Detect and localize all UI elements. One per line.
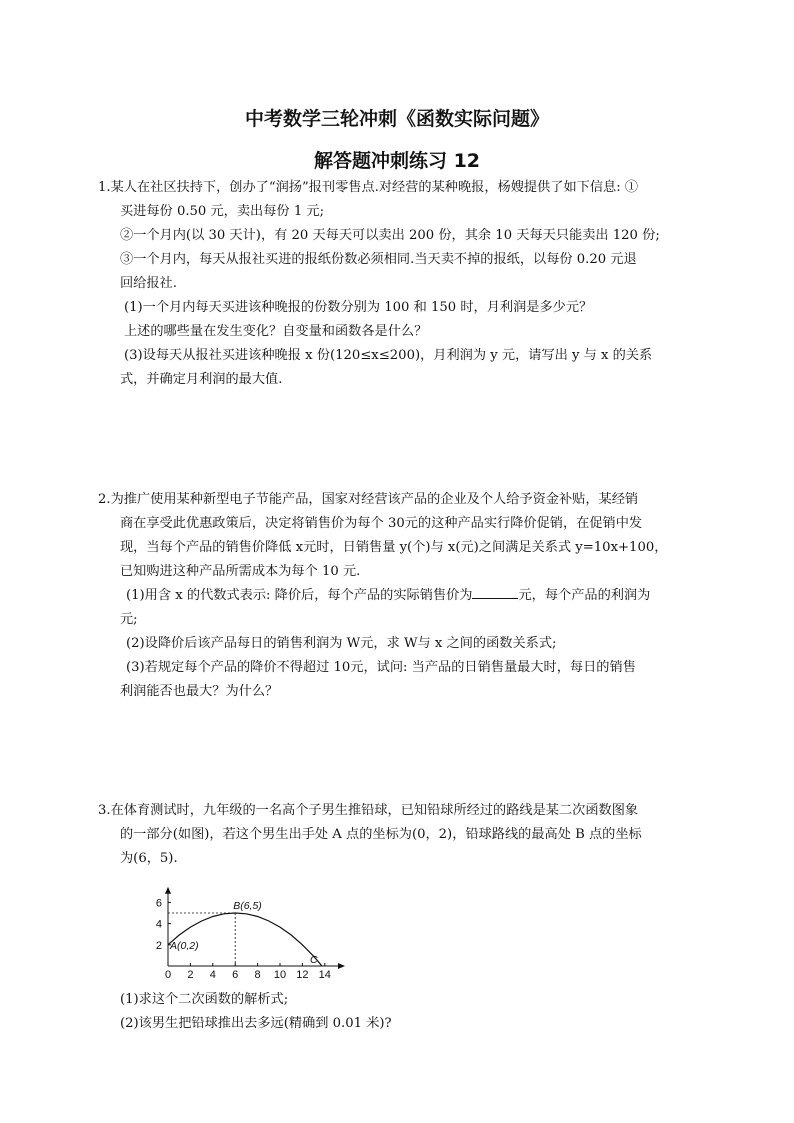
x-tick-label: 4 [209,969,216,980]
q2-sub1-end: 元; [120,612,138,627]
q2-sub1 [120,584,710,608]
q1-line: 买进每份 0.50 元，卖出每份 1 元; [120,204,325,219]
q2-sub2: (2)设降价后该产品每日的销售利润为 W元，求 W与 x 之间的函数关系式; [126,636,557,651]
x-tick-label: 10 [273,969,287,980]
question-3 [98,799,710,871]
point-b-label: B(6,5) [233,900,262,912]
question-2 [98,488,710,704]
y-tick-label: 4 [155,918,162,931]
q1-line: ②一个月内(以 30 天计)，有 20 天每天可以卖出 200 份，其余 10 天每天只能卖出 120 份; [120,228,660,243]
q1-sub3: (3)设每天从报社买进该种晚报 x 份(120≤x≤200)，月利润为 y 元，请写出 y 与 x 的关系 [124,348,653,363]
q2-line: 2.为推广使用某种新型电子节能产品，国家对经营该产品的企业及个人给予资金补贴，某经销 [98,492,639,507]
q2-line: 现，当每个产品的销售价降低 x元时，日销售量 y(个)与 x(元)之间满足关系式 y=10x+100， [120,540,668,555]
x-tick-label: 14 [318,969,331,980]
page-title: 中考数学三轮冲刺《函数实际问题》 [244,108,549,130]
q1-line: 1.某人在社区扶持下，创办了“润扬”报刊零售点.对经营的某种晚报，杨嫂提供了如下信息: ① [98,180,639,195]
y-tick-label: 6 [155,897,162,910]
y-tick-label: 2 [155,939,162,952]
point-c-label: C [310,954,318,966]
q2-sub1-text: (1)用含 x 的代数式表示: 降价后，每个产品的实际销售价为 [126,588,473,603]
answer-blank [472,586,518,599]
q2-sub3-end: 利润能否也最大？为什么？ [120,684,279,699]
point-a-label: A(0,2) [170,939,199,952]
q1-line: 式，并确定月利润的最大值. [120,372,283,387]
parabola-chart [140,880,350,980]
q2-line: 已知购进这种产品所需成本为每个 10 元. [120,564,361,579]
q2-line: 商在享受此优惠政策后，决定将销售价为每个 30元的这种产品实行降价促销，在促销中发 [120,516,643,531]
page-subtitle: 解答题冲刺练习 12 [313,150,481,172]
q3-sub2: (2)该男生把铅球推出去多远(精确到 0.01 米)? [120,1016,392,1031]
q1-sub2: 上述的哪些量在发生变化？自变量和函数各是什么？ [124,324,428,339]
x-tick-label: 12 [296,969,309,980]
q3-sub1: (1)求这个二次函数的解析式; [120,992,289,1007]
q2-sub3: (3)若规定每个产品的降价不得超过 10元，试问: 当产品的日销售量最大时，每日的销售 [126,660,636,675]
q1-line: 回给报社. [120,276,177,291]
x-tick-label: 8 [254,969,261,980]
x-tick-label: 0 [164,969,172,980]
q1-line: ③一个月内，每天从报社买进的报纸份数必须相同.当天卖不掉的报纸，以每份 0.20 元退 [120,252,637,267]
q3-line: 3.在体育测试时，九年级的一名高个子男生推铅球，已知铅球所经过的路线是某二次函数图象 [98,803,639,818]
q3-line: 的一部分(如图)，若这个男生出手处 A 点的坐标为(0，2)，铅球路线的最高处 B 点的坐标 [120,827,642,842]
x-tick-label: 6 [232,969,239,980]
question-1 [98,176,710,392]
q3-line: 为(6，5). [120,851,178,866]
q1-sub1: (1)一个月内每天买进该种晚报的份数分别为 100 和 150 时，月利润是多少元？ [124,300,593,315]
y-axis-arrow [165,887,171,894]
question-3-subs [120,988,710,1036]
x-tick-label: 2 [187,969,194,980]
q2-sub1-text-b: 元，每个产品的利润为 [518,588,651,603]
x-axis-arrow [338,963,345,969]
